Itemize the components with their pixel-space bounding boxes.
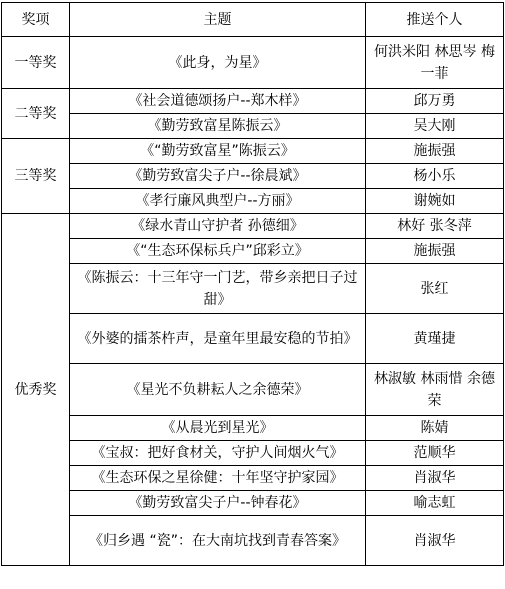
person-cell: 张红 <box>366 264 504 314</box>
person-cell: 杨小乐 <box>366 164 504 189</box>
theme-cell: 《勤劳致富星陈振云》 <box>70 114 366 139</box>
person-cell: 黄瑾捷 <box>366 314 504 364</box>
award-first: 一等奖 <box>2 37 70 89</box>
header-theme: 主题 <box>70 3 366 37</box>
theme-cell: 《从晨光到星光》 <box>70 416 366 441</box>
person-cell: 林好 张冬萍 <box>366 214 504 239</box>
theme-cell: 《此身，为星》 <box>70 37 366 89</box>
person-cell: 施振强 <box>366 239 504 264</box>
table-row <box>2 37 504 89</box>
person-cell: 谢婉如 <box>366 189 504 214</box>
theme-cell: 《“勤劳致富星”陈振云》 <box>70 139 366 164</box>
theme-cell: 《“生态环保标兵户”邱彩立》 <box>70 239 366 264</box>
award-excellent: 优秀奖 <box>2 214 70 566</box>
table-row <box>2 239 504 264</box>
theme-cell: 《社会道德颂扬户--郑木样》 <box>70 89 366 114</box>
person-cell: 何洪米阳 林思岑 梅一菲 <box>366 37 504 89</box>
table-row <box>2 364 504 416</box>
theme-cell: 《宝叔：把好食材关，守护人间烟火气》 <box>70 441 366 466</box>
awards-table <box>1 2 504 566</box>
table-row <box>2 114 504 139</box>
person-cell: 吴大刚 <box>366 114 504 139</box>
theme-cell: 《星光不负耕耘人之余德荣》 <box>70 364 366 416</box>
theme-cell: 《绿水青山守护者 孙德细》 <box>70 214 366 239</box>
award-third: 三等奖 <box>2 139 70 214</box>
person-cell: 肖淑华 <box>366 516 504 566</box>
table-row <box>2 139 504 164</box>
person-cell: 邱万勇 <box>366 89 504 114</box>
person-cell: 陈婧 <box>366 416 504 441</box>
theme-cell: 《勤劳致富尖子户--钟春花》 <box>70 491 366 516</box>
table-row <box>2 516 504 566</box>
theme-cell: 《生态环保之星徐健：十年坚守护家园》 <box>70 466 366 491</box>
table-row <box>2 314 504 364</box>
header-award: 奖项 <box>2 3 70 37</box>
header-person: 推送个人 <box>366 3 504 37</box>
person-cell: 施振强 <box>366 139 504 164</box>
table-row <box>2 214 504 239</box>
table-row <box>2 264 504 314</box>
person-cell: 喻志虹 <box>366 491 504 516</box>
table-row <box>2 89 504 114</box>
theme-cell: 《归乡遇 “瓷”：在大南坑找到青春答案》 <box>70 516 366 566</box>
person-cell: 肖淑华 <box>366 466 504 491</box>
table-row <box>2 441 504 466</box>
theme-cell: 《外婆的擂茶杵声，是童年里最安稳的节拍》 <box>70 314 366 364</box>
header-row <box>2 3 504 37</box>
table-row <box>2 491 504 516</box>
theme-cell: 《勤劳致富尖子户--徐晨斌》 <box>70 164 366 189</box>
table-row <box>2 466 504 491</box>
award-second: 二等奖 <box>2 89 70 139</box>
table-row <box>2 189 504 214</box>
table-row <box>2 164 504 189</box>
theme-cell: 《孝行廉风典型户--方丽》 <box>70 189 366 214</box>
person-cell: 范顺华 <box>366 441 504 466</box>
theme-cell: 《陈振云：十三年守一门艺，带乡亲把日子过甜》 <box>70 264 366 314</box>
person-cell: 林淑敏 林雨惜 余德荣 <box>366 364 504 416</box>
table-row <box>2 416 504 441</box>
